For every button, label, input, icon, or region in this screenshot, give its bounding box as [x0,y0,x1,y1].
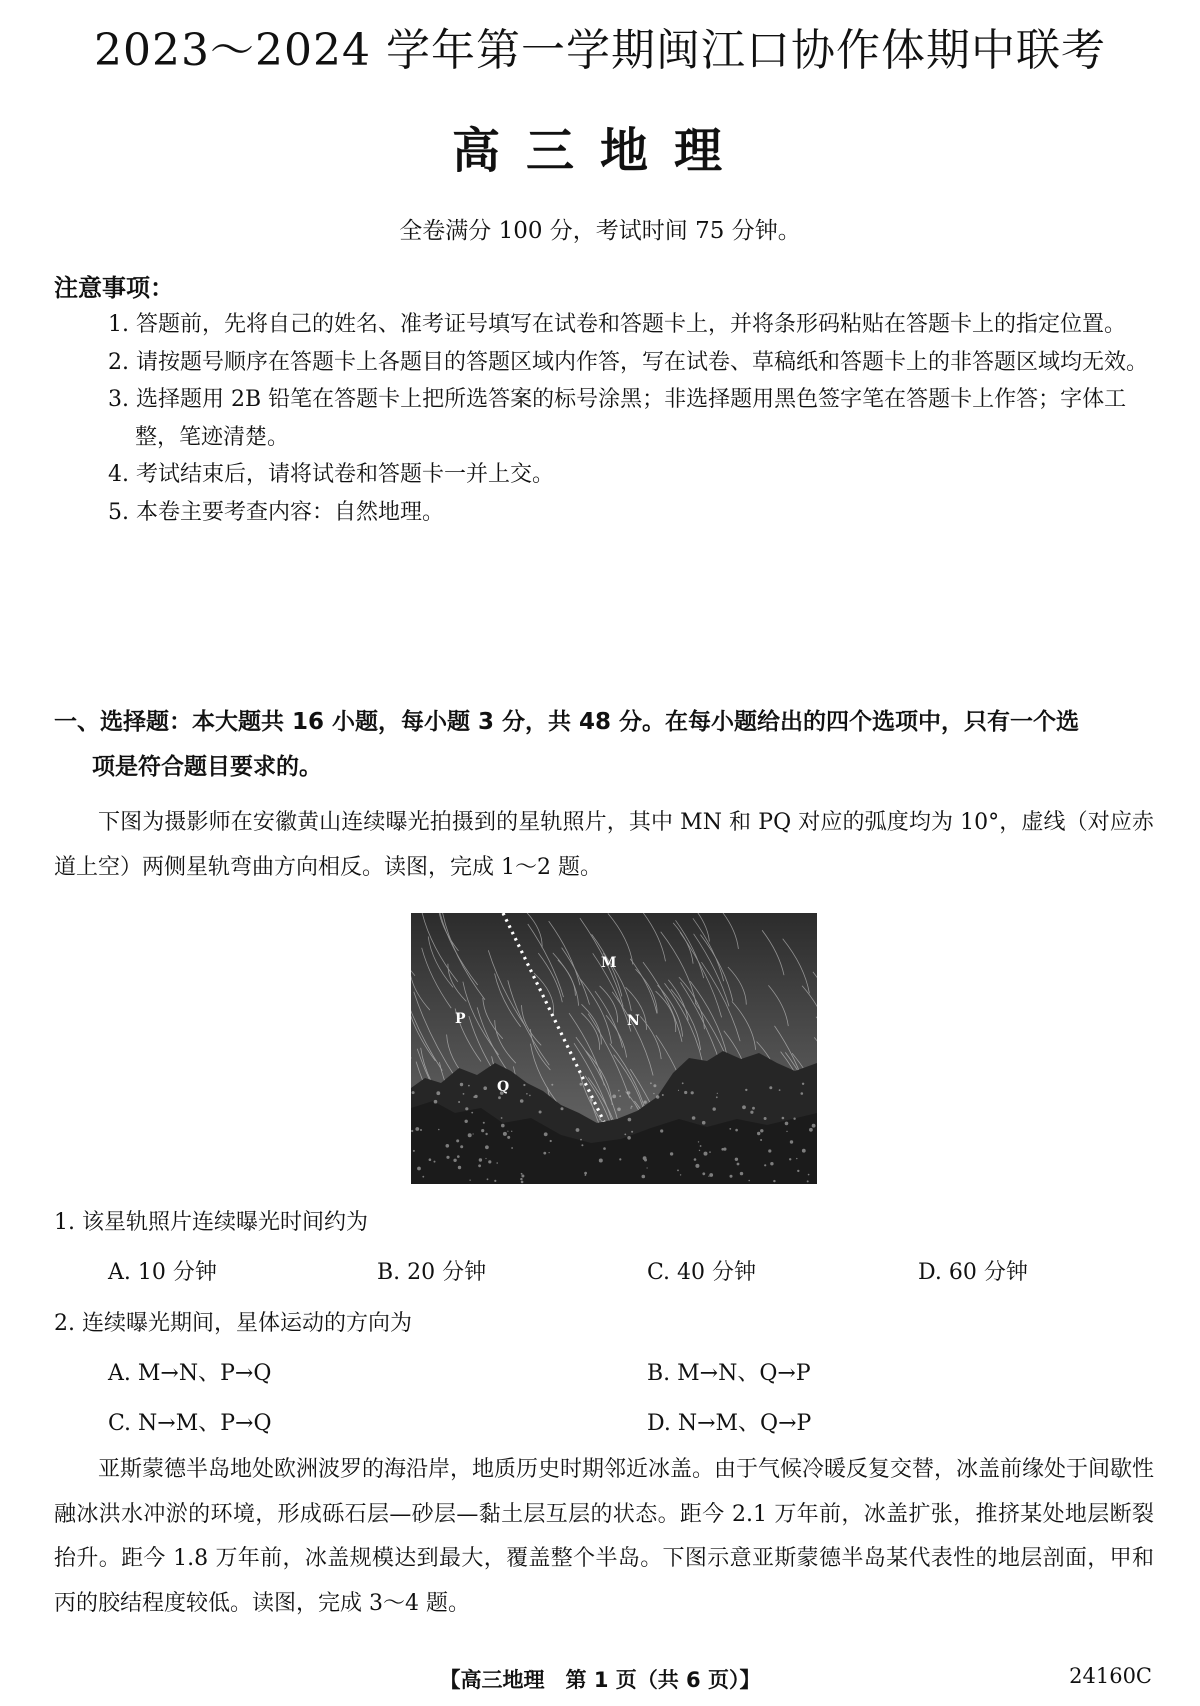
label-q: Q [497,1079,510,1095]
snow-speck [465,1107,468,1110]
star-trail-photo [411,913,817,1184]
snow-speck [584,1172,587,1175]
snow-speck [802,1083,804,1085]
snow-speck [796,1158,797,1159]
snow-speck [764,1164,766,1166]
snow-speck [752,1107,755,1110]
snow-speck [468,1133,472,1137]
snow-speck [692,1116,696,1120]
snow-speck [809,1128,813,1132]
snow-speck [460,1145,463,1148]
snow-speck [498,1096,501,1099]
snow-speck [677,1170,679,1172]
snow-speck [617,1108,621,1112]
snow-speck [647,1167,648,1168]
snow-speck [770,1162,773,1165]
notice-item-1: 1. 答题前，先将自己的姓名、准考证号填写在试卷和答题卡上，并将条形码粘贴在答题卡上的指定位置。 [108,312,1126,337]
snow-speck [704,1152,708,1156]
snow-speck [793,1118,795,1120]
snow-speck [807,1180,809,1182]
snow-speck [483,1086,487,1090]
question-2-option-d: D. N→M、Q→P [647,1411,812,1436]
snow-speck [460,1083,463,1086]
snow-speck [436,1091,440,1095]
snow-speck [769,1086,772,1089]
snow-speck [561,1107,564,1110]
snow-speck [580,1083,583,1086]
snow-speck [446,1144,450,1148]
snow-speck [521,1181,524,1184]
snow-speck [812,1124,816,1128]
snow-speck [745,1089,747,1091]
snow-speck [757,1132,760,1135]
question-1-option-a: A. 10 分钟 [108,1260,217,1285]
snow-speck [483,1122,485,1124]
snow-speck [434,1100,438,1104]
question-1-option-d: D. 60 分钟 [918,1260,1028,1285]
snow-speck [702,1172,705,1175]
snow-speck [612,1095,616,1099]
notice-item-3: 3. 选择题用 2B 铅笔在答题卡上把所选答案的标号涂黑；非选择题用黑色签字笔在答题卡上作答；字体工整，笔迹清楚。 [108,387,1127,450]
snow-speck [521,1175,524,1178]
snow-speck [481,1129,484,1132]
snow-speck [488,1160,491,1163]
snow-speck [790,1140,793,1143]
snow-speck [412,1091,415,1094]
snow-speck [520,1178,522,1180]
snow-speck [782,1117,785,1120]
snow-speck [544,1132,548,1136]
snow-speck [735,1129,738,1132]
snow-speck [458,1101,460,1103]
snow-speck [507,1136,510,1139]
snow-speck [740,1172,743,1175]
snow-speck [478,1164,481,1167]
snow-speck [694,1158,697,1161]
snow-speck [789,1158,791,1160]
snow-speck [691,1091,694,1094]
snow-speck [479,1158,482,1161]
snow-speck [501,1117,503,1119]
snow-speck [802,1149,806,1153]
snow-speck [576,1128,580,1132]
snow-speck [413,1150,415,1152]
snow-speck [729,1128,731,1130]
snow-speck [543,1152,546,1155]
snow-speck [644,1159,647,1162]
snow-speck [420,1129,422,1131]
snow-speck [627,1136,631,1140]
snow-speck [760,1139,762,1141]
notice-item-4: 4. 考试结束后，请将试卷和答题卡一并上交。 [108,462,554,487]
snow-speck [779,1089,781,1091]
snow-speck [473,1096,475,1098]
snow-speck [627,1091,630,1094]
snow-speck [458,1166,461,1169]
snow-speck [599,1119,600,1120]
intro-paragraph-2: 亚斯蒙德半岛地处欧洲波罗的海沿岸，地质历史时期邻近冰盖。由于气候冷暖反复交替，冰盖前缘处于间歇性融冰洪水冲淤的环境，形成砾石层—砂层—黏土层互层的状态。距今 2.1 万年前，冰盖扩张，推挤某处地层断裂抬升。距今 1.8 万年前，冰盖规模达到最大，覆盖整个半岛。下图示意亚斯蒙德半岛某代表性的地层剖面，甲和丙的胶结程度较低。读图，完成 3～4 题。 [54,1457,1155,1616]
snow-speck [503,1132,507,1136]
snow-speck [760,1129,763,1132]
snow-speck [471,1112,473,1114]
snow-speck [644,1101,647,1104]
snow-speck [684,1091,687,1094]
snow-speck [700,1145,702,1147]
snow-speck [603,1147,606,1150]
snow-speck [785,1122,789,1126]
snow-speck [526,1093,528,1095]
snow-speck [631,1131,633,1133]
question-2-option-c: C. N→M、P→Q [108,1411,272,1436]
footer-page-label: 【高三地理 第 1 页（共 6 页）】 [439,1668,761,1692]
notice-list [54,306,1154,531]
snow-speck [539,1111,542,1114]
snow-speck [631,1106,633,1108]
snow-speck [417,1167,421,1171]
snow-speck [550,1140,552,1142]
snow-speck [446,1156,449,1159]
snow-speck [521,1173,523,1175]
snow-speck [434,1161,436,1163]
snow-speck [680,1174,681,1175]
snow-speck [422,1176,424,1178]
snow-speck [511,1131,512,1132]
snow-speck [507,1131,508,1132]
snow-speck [469,1180,470,1181]
snow-speck [764,1117,767,1120]
snow-speck [457,1155,460,1158]
snow-speck [628,1118,632,1122]
snow-speck [702,1121,706,1125]
snow-speck [415,1127,419,1131]
snow-speck [619,1158,621,1160]
question-2-option-a: A. M→N、P→Q [108,1361,272,1386]
snow-speck [682,1082,684,1084]
snow-speck [773,1180,775,1182]
question-1-option-c: C. 40 分钟 [647,1260,757,1285]
snow-speck [660,1129,663,1132]
snow-speck [599,1159,603,1163]
snow-speck [468,1085,470,1087]
snow-speck [523,1084,525,1086]
snow-speck [698,1141,699,1142]
snow-speck [699,1150,700,1151]
label-m: M [601,955,617,971]
label-p: P [455,1011,466,1027]
label-n: N [627,1013,640,1029]
snow-speck [585,1174,587,1176]
snow-speck [473,1133,474,1134]
snow-speck [748,1180,750,1182]
snow-speck [650,1082,652,1084]
snow-speck [511,1147,513,1149]
snow-speck [721,1148,724,1151]
snow-speck [656,1095,659,1098]
question-2-stem: 2. 连续曝光期间，星体运动的方向为 [54,1311,412,1336]
footer-exam-code: 24160C [1069,1664,1152,1688]
snow-speck [551,1084,553,1086]
snow-speck [808,1174,810,1176]
question-1-option-b: B. 20 分钟 [377,1260,487,1285]
snow-speck [618,1090,620,1092]
snow-speck [411,1130,413,1132]
snow-speck [494,1180,496,1182]
snow-speck [438,1129,440,1131]
snow-speck [463,1093,465,1095]
snow-speck [678,1090,679,1091]
snow-speck [713,1107,716,1110]
notice-item-2: 2. 请按题号顺序在答题卡上各题目的答题区域内作答，写在试卷、草稿纸和答题卡上的非答题区域均无效。 [108,349,1148,375]
snow-speck [549,1152,550,1153]
snow-speck [797,1170,799,1172]
snow-speck [501,1124,505,1128]
snow-speck [485,1133,487,1135]
section-heading [54,700,1154,790]
exam-title: 2023～2024 学年第一学期闽江口协作体期中联考 [94,25,1106,76]
snow-speck [529,1095,531,1097]
snow-speck [630,1107,632,1109]
snow-speck [590,1099,593,1102]
snow-speck [581,1144,583,1146]
notice-item-5: 5. 本卷主要考查内容：自然地理。 [108,499,444,525]
snow-speck [737,1163,740,1166]
snow-speck [653,1084,656,1087]
snow-speck [456,1139,459,1142]
notice-heading: 注意事项： [54,274,174,302]
snow-speck [786,1131,787,1132]
snow-speck [717,1093,718,1094]
snow-speck [709,1151,711,1153]
snow-speck [520,1099,524,1103]
snow-speck [624,1134,626,1136]
section-heading-line-1: 一、选择题：本大题共 16 小题，每小题 3 分，共 48 分。在每小题给出的四个选项中，只有一个选 [54,709,1080,735]
snow-speck [619,1095,621,1097]
question-1-stem: 1. 该星轨照片连续曝光时间约为 [54,1210,368,1235]
snow-speck [485,1145,489,1149]
snow-speck [768,1149,771,1152]
snow-speck [485,1158,486,1159]
snow-speck [429,1158,432,1161]
snow-speck [580,1139,582,1141]
snow-speck [742,1105,746,1109]
snow-speck [653,1093,654,1094]
snow-speck [642,1175,646,1179]
snow-speck [708,1176,709,1177]
snow-speck [662,1094,664,1096]
snow-speck [709,1173,713,1177]
intro-paragraph-1: 下图为摄影师在安徽黄山连续曝光拍摄到的星轨照片，其中 MN 和 PQ 对应的弧度均为 10°，虚线（对应赤道上空）两侧星轨弯曲方向相反。读图，完成 1～2 题。 [54,810,1154,880]
snow-speck [801,1092,804,1095]
snow-speck [716,1096,718,1098]
exam-meta: 全卷满分 100 分，考试时间 75 分钟。 [399,218,801,244]
question-2-option-b: B. M→N、Q→P [647,1361,811,1386]
subject-title: 高三地理 [451,123,748,179]
snow-speck [750,1111,753,1114]
snow-speck [695,1164,699,1168]
snow-speck [465,1120,468,1123]
snow-speck [496,1162,498,1164]
snow-speck [735,1158,738,1161]
snow-speck [670,1152,673,1155]
snow-speck [487,1178,489,1180]
section-heading-line-2: 项是符合题目要求的。 [92,754,322,780]
snow-speck [730,1175,733,1178]
snow-speck [453,1159,456,1162]
